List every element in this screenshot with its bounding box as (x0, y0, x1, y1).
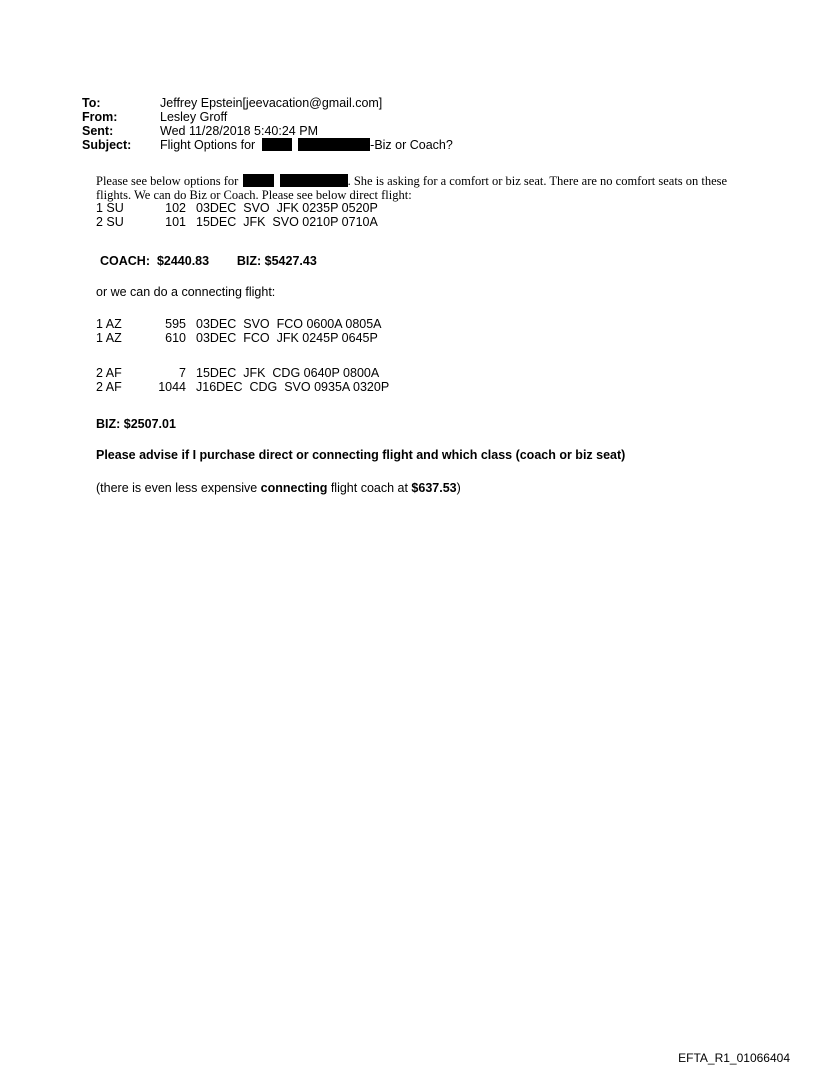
sent-label: Sent: (82, 124, 114, 138)
from-label: From: (82, 110, 118, 124)
subject-value (160, 138, 453, 152)
subject-row (82, 138, 453, 152)
connecting-intro: or we can do a connecting flight: (96, 285, 276, 299)
flight-number: 1044 (158, 379, 186, 394)
flight-number: 610 (165, 330, 186, 345)
advise-request: Please advise if I purchase direct or connecting flight and which class (coach or biz seat) (96, 448, 626, 462)
flight-segment (96, 367, 389, 381)
connecting-return (96, 367, 389, 394)
segment-code: 1 AZ (96, 330, 122, 345)
from-value: Lesley Groff (160, 110, 228, 124)
redaction-box (298, 138, 370, 151)
intro-paragraph (96, 174, 736, 202)
flight-detail: 15DEC JFK SVO 0210P 0710A (196, 214, 378, 229)
flight-detail: J16DEC CDG SVO 0935A 0320P (196, 379, 390, 394)
intro-text-2: . She is asking for a comfort or biz seat. There are no comfort seats on these flights. We can do Biz or Coach. Please see below direct flight: (96, 174, 728, 202)
flight-segment (96, 318, 382, 332)
to-value: Jeffrey Epstein[jeevacation@gmail.com] (160, 96, 383, 110)
segment-code: 2 AF (96, 366, 122, 380)
segment-code: 2 SU (96, 214, 124, 229)
flight-number: 102 (165, 201, 186, 215)
note-bold-price: $637.53 (411, 481, 457, 495)
segment-code: 2 AF (96, 379, 122, 394)
subject-prefix: Flight Options for (160, 138, 256, 152)
note-text-1: (there is even less expensive (96, 481, 261, 495)
flight-number: 7 (179, 366, 186, 380)
cheaper-note (96, 481, 461, 495)
subject-label: Subject: (82, 138, 132, 152)
sent-row (82, 124, 453, 138)
subject-suffix: -Biz or Coach? (370, 138, 453, 152)
connecting-price: BIZ: $2507.01 (96, 417, 176, 431)
redaction-box (243, 174, 274, 187)
flight-segment (96, 332, 382, 346)
flight-number: 101 (165, 214, 186, 229)
note-text-2: flight coach at (327, 481, 412, 495)
flight-detail: 03DEC SVO JFK 0235P 0520P (196, 201, 378, 215)
note-text-3: ) (456, 481, 461, 495)
redaction-box (280, 174, 348, 187)
redaction-box (262, 138, 292, 151)
flight-detail: 03DEC FCO JFK 0245P 0645P (196, 330, 378, 345)
email-header (82, 96, 453, 152)
sent-value: Wed 11/28/2018 5:40:24 PM (160, 124, 318, 138)
flight-number: 595 (165, 317, 186, 331)
note-bold-connecting: connecting (260, 481, 328, 495)
segment-code: 1 AZ (96, 317, 122, 331)
flight-detail: 15DEC JFK CDG 0640P 0800A (196, 366, 380, 380)
direct-prices: COACH: $2440.83 BIZ: $5427.43 (100, 254, 317, 268)
to-label: To: (82, 96, 101, 110)
from-row (82, 110, 453, 124)
intro-text-1: Please see below options for (96, 174, 239, 188)
segment-code: 1 SU (96, 201, 124, 215)
flight-segment (96, 216, 378, 230)
connecting-outbound (96, 318, 382, 345)
flight-detail: 03DEC SVO FCO 0600A 0805A (196, 317, 382, 331)
flight-segment (96, 202, 378, 216)
direct-flights (96, 202, 378, 229)
to-row (82, 96, 453, 110)
document-id: EFTA_R1_01066404 (678, 1051, 790, 1065)
flight-segment (96, 381, 389, 395)
